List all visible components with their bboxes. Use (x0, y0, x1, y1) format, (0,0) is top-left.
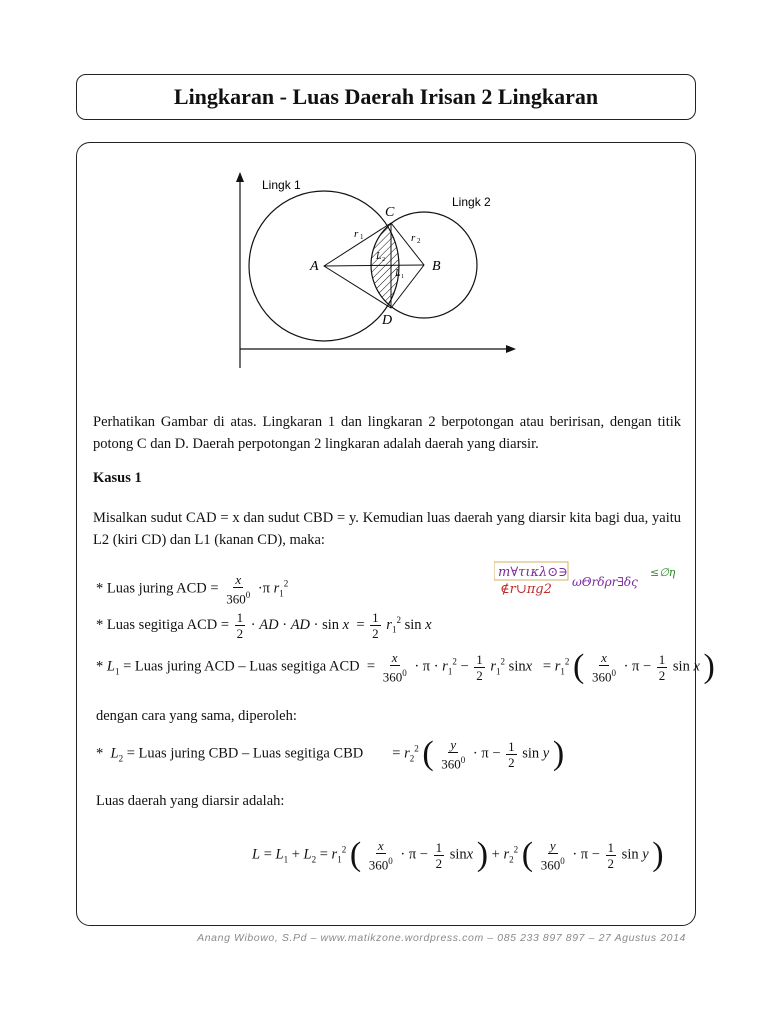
intro-paragraph: Perhatikan Gambar di atas. Lingkaran 1 dan lingkaran 2 berpotongan atau beririsan, dengan titik potong C dan D. Daerah perpotongan 2 lingkaran adalah daerah yang diarsir. (93, 414, 681, 452)
svg-text:ωΘrδρr∃δς: ωΘrδρr∃δς (572, 575, 638, 589)
label-l1: L (395, 268, 401, 279)
line-ab (324, 265, 424, 266)
point-a: A (310, 259, 319, 274)
label-l1-sub: 1 (401, 274, 404, 280)
svg-text:m∀τικλ⊙∋: m∀τικλ⊙∋ (498, 565, 568, 580)
point-c: C (385, 205, 395, 220)
formula-total: $L = L_1 + L_2 = r_1^2$ ( $\frac{x}{360^0}$ · π − $\frac{1}{2}$ sinx ) + $r_2^2$ ( $\frac{y}{360^0}$ · π − $\frac{1}{2}$ sin y ) (252, 836, 664, 874)
formula4-label: = Luas juring CBD – Luas segitiga CBD (126, 745, 364, 762)
label-lingk2: Lingk 2 (452, 195, 491, 209)
svg-text:∉r∪πg2: ∉r∪πg2 (500, 582, 552, 597)
label-r2: r (411, 232, 416, 244)
formula2-label: * Luas segitiga ACD = (96, 616, 230, 633)
point-b: B (432, 259, 441, 274)
x-axis-arrow (506, 345, 516, 353)
formula3-label: = Luas juring ACD – Luas segitiga ACD (123, 658, 360, 675)
label-r2-sub: 2 (417, 237, 421, 245)
point-d: D (382, 313, 393, 328)
shaded-area-text: Luas daerah yang diarsir adalah: (96, 793, 285, 809)
label-l2-sub: 2 (382, 257, 385, 263)
y-axis-arrow (236, 172, 244, 182)
svg-text:≤∅η: ≤∅η (650, 566, 676, 579)
label-l2: L (376, 251, 382, 262)
formula1-label: * Luas juring ACD = (96, 580, 219, 597)
same-way-text: dengan cara yang sama, diperoleh: (96, 708, 297, 724)
label-lingk1: Lingk 1 (262, 178, 301, 192)
page-title: Lingkaran - Luas Daerah Irisan 2 Lingkaran (173, 84, 599, 109)
formula-l1: * $L_1$ = Luas juring ACD – Luas segitiga ACD = $\frac{x}{360^0}$ · $\pi \cdot r_1^2$ − $\frac{1}{2}$ $r_1^2$ $\sin x = r_1^2$ ( $\frac{x}{360^0}$ · π − $\frac{1}{2}$ sin x ) (96, 648, 715, 686)
matikzone-logo-icon (494, 560, 680, 598)
formula-luas-juring-acd: * Luas juring ACD = $\frac{x}{360^0}$ ·π $r_1^2$ (96, 572, 289, 607)
case1-heading: Kasus 1 (93, 470, 142, 486)
case1-paragraph: Misalkan sudut CAD = x dan sudut CBD = y. Kemudian luas daerah yang diarsir kita bagi dua, yaitu L2 (kiri CD) dan L1 (kanan CD), maka: (93, 510, 681, 548)
circles-diagram (0, 0, 768, 400)
formula-luas-segitiga-acd: * Luas segitiga ACD = $\frac{1}{2}$ · AD · AD · sin x = $\frac{1}{2}$ $r_1^2$ sin x (96, 610, 432, 641)
label-r1: r (354, 228, 359, 240)
formula-l2: * $L_2$ = Luas juring CBD – Luas segitiga CBD = $r_2^2$ ( $\frac{y}{360^0}$ · π − $\frac{1}{2}$ sin y ) (96, 735, 565, 773)
footer: Anang Wibowo, S.Pd – www.matikzone.wordpress.com – 085 233 897 897 – 27 Agustus 2014 (197, 932, 686, 944)
label-r1-sub: 1 (360, 233, 364, 241)
